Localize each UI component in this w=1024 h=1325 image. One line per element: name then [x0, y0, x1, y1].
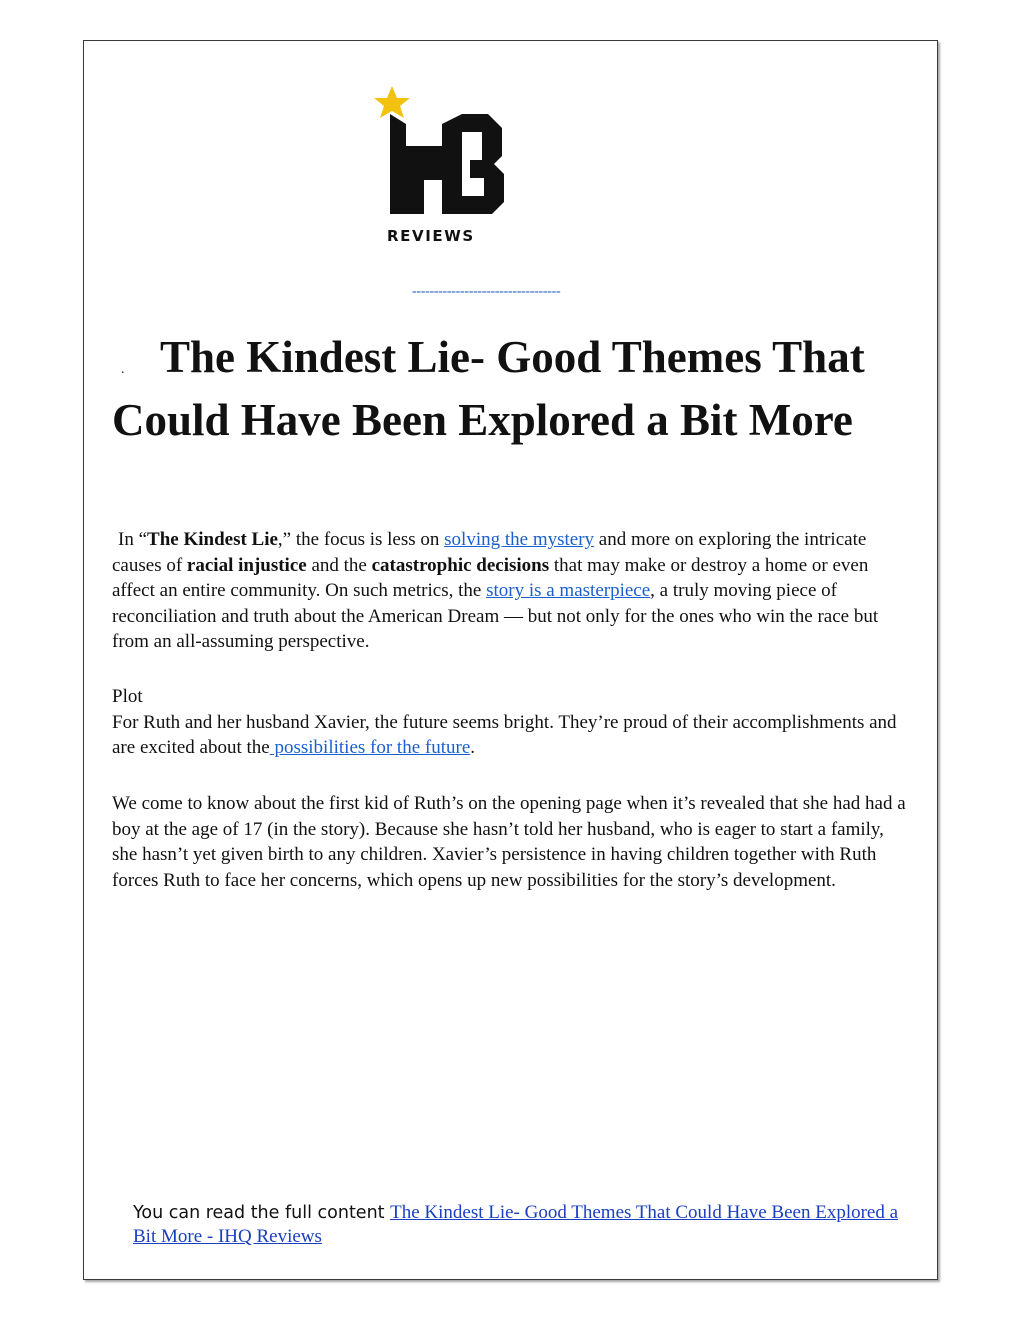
- title-bullet: .: [121, 362, 125, 377]
- footer-article-link[interactable]: The Kindest Lie- Good Themes That Could Have Been Explored a Bit More - IHQ Reviews: [133, 1202, 899, 1247]
- divider-line[interactable]: ----------------------------------: [412, 284, 561, 299]
- plot-heading: Plot: [112, 686, 143, 707]
- footer-lead-text: You can read the full content: [133, 1203, 391, 1223]
- title-block: [112, 326, 872, 452]
- story-paragraph: We come to know about the first kid of Ruth’s on the opening page when it’s revealed that she had had a boy at the age of 17 (in the story). Because she hasn’t told her husband, who is eager to start a family, she hasn’t yet given birth to any children. Xavier’s persistence in having children together with Ruth forces Ruth to face her concerns, which opens up new possibilities for the story’s development.: [112, 793, 906, 891]
- logo-caption: REVIEWS: [387, 227, 475, 245]
- bold-book-title: The Kindest Lie: [147, 529, 278, 550]
- footer-read-more: [133, 1201, 913, 1249]
- text-run: and more on exploring the intricate causes of: [112, 529, 867, 576]
- text-run: and the: [306, 554, 372, 576]
- plot-paragraph: [112, 684, 912, 761]
- link-possibilities-for-the-future[interactable]: possibilities for the future: [269, 737, 471, 758]
- bold-racial-injustice: racial injustice: [186, 554, 307, 576]
- link-solving-the-mystery[interactable]: solving the mystery: [444, 529, 595, 550]
- page-frame: [83, 40, 938, 1280]
- text-run: .: [470, 737, 476, 758]
- intro-paragraph: [112, 527, 912, 655]
- page-title: The Kindest Lie- Good Themes That Could Have Been Explored a Bit More: [112, 332, 865, 445]
- text-run: that may make or destroy a home or even affect an entire community. On such metrics, the: [112, 554, 869, 601]
- text-run: ,” the focus is less on: [277, 529, 445, 550]
- text-run: For Ruth and her husband Xavier, the future seems bright. They’re proud of their accomplishments and are excited about the: [112, 711, 897, 758]
- link-story-is-a-masterpiece[interactable]: story is a masterpiece: [486, 580, 651, 601]
- bold-catastrophic-decisions: catastrophic decisions: [371, 554, 550, 576]
- text-run: In “: [118, 529, 148, 550]
- text-run: , a truly moving piece of reconciliation and truth about the American Dream — but not only for the ones who win the race but from an all-assuming perspective.: [112, 580, 879, 652]
